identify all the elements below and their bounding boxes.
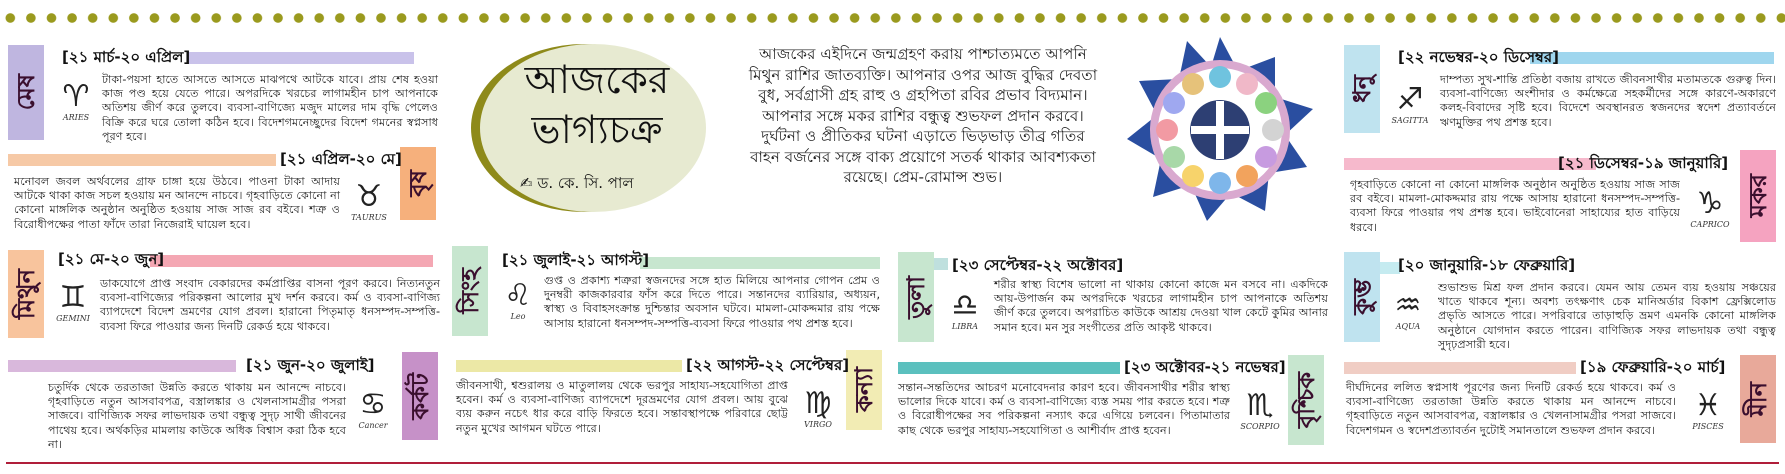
- accent-bar: [8, 360, 236, 372]
- date-range: [২১ এপ্রিল-২০ মে]: [280, 150, 402, 168]
- date-range: [১৯ ফেব্রুয়ারি-২০ মার্চ]: [1580, 358, 1726, 376]
- leo-icon: ♌ Leo: [504, 277, 532, 321]
- accent-bar: [456, 360, 682, 372]
- accent-bar: [1344, 362, 1576, 374]
- horoscope-text: গুপ্ত ও প্রকাশ্য শত্রুরা স্বজনদের সঙ্গে হাত মিলিয়ে আপনার গোপন প্রেম ও দুনম্বরী কাজকারবার ফাঁস করে দিতে পারে। সন্তানদের ব্যারিয়ার, অধ্যয়ন, স্বাস্থ্য ও বিবাহসংক্রান্ত দুশ্চিন্তার অবসান ঘটবে। মামলা-মোকদ্দমার রায় পক্ষে আসায় হারানো ধনসম্পদ-সম্পত্তি-ব্যবসা ফিরে পাওয়ার পথ প্রশস্ত হবে।: [544, 274, 880, 330]
- accent-bar: [1380, 262, 1400, 274]
- bottom-rule: [6, 462, 1779, 464]
- date-range: [২২ নভেম্বর-২০ ডিসেম্বর]: [1398, 48, 1559, 66]
- gemini-icon: ♊ GEMINI: [56, 279, 90, 323]
- pisces-icon: ♓ PISCES: [1692, 387, 1724, 431]
- capricorn-icon: ♑ CAPRICO: [1690, 185, 1730, 229]
- sign-tab-brishchik: [1288, 355, 1324, 445]
- accent-bar: [1530, 52, 1774, 64]
- sign-tab-meen: [1740, 355, 1776, 443]
- sign-tab-mithun: [8, 250, 44, 338]
- dotted-border: [0, 10, 1785, 26]
- author-byline: ✍ ড. কে. সি. পাল: [520, 174, 634, 192]
- horoscope-text: টাকা-পয়সা হাতে আসতে আসতে মাঝপথে আটকে যাবে। প্রায় শেষ হওয়া কাজ পণ্ড হয়ে যেতে পারে। অপরদিকে খরচের লাগামহীন চাপ আপনাকে অতিশয় জীর্ণ করে তুলবে। ব্যবসা-বাণিজ্যে মজুদ মালের দাম বৃদ্ধি পেলেও বিক্রি করে ঘরে তোলা কঠিন হবে। বিদেশগমনেচ্ছুদের বিদেশ গমনের স্বপ্নসাধ পূরণ হবে।: [102, 73, 438, 143]
- sign-name: মীন: [1744, 381, 1772, 417]
- date-range: [২১ মার্চ-২০ এপ্রিল]: [62, 48, 191, 66]
- accent-bar: [8, 154, 276, 166]
- sign-tab-dhanu: [1344, 45, 1380, 133]
- accent-bar: [640, 257, 880, 269]
- page-title: আজকের ভাগ্যচক্র: [524, 58, 670, 153]
- horoscope-text: শুভাশুভ মিশ্র ফল প্রদান করবে। যেমন আয় তেমন ব্যয় হওয়ায় সঞ্চয়ের খাতে থাকবে শূন্য। অবশ্য তৎক্ষণাৎ চেক মানিঅর্ডার বিকাশ ফ্রেক্সিলোড প্রভৃতি আসতে পারে। সপরিবারে তাড়াহুড়ি ভ্রমণ এমনকি কোনো মাঙ্গলিক অনুষ্ঠানে যোগদান করতে পারেন। বাণিজ্যিক সফর লাভদায়ক তথা বন্ধুত্ব সুদৃঢ়প্রসারী হবে।: [1438, 281, 1776, 351]
- sign-name: কর্কট: [406, 372, 434, 420]
- date-range: [২১ জুলাই-২১ আগস্ট]: [502, 251, 650, 269]
- date-range: [২১ ডিসেম্বর-১৯ জানুয়ারি]: [1558, 154, 1729, 172]
- aries-icon: ♈ ARIES: [62, 78, 90, 122]
- horoscope-text: গৃহবাড়িতে কোনো না কোনো মাঙ্গলিক অনুষ্ঠান অনুষ্ঠিত হওয়ায় সাজ সাজ রব বইবে। মামলা-মোকদ্দমার রায় পক্ষে আসায় হারানো ধনসম্পদ-সম্পত্তি-ব্যবসা ফিরে পাওয়ার পথ প্রশস্ত হবে। ভাইবোনেরা সাহায্যের হাত বাড়িয়ে ধরবে।: [1350, 178, 1680, 234]
- sign-tab-kumbha: [1344, 252, 1380, 342]
- sign-name: সিংহ: [456, 268, 484, 314]
- sign-name: মেষ: [12, 74, 40, 111]
- sign-tab-kanya: [846, 350, 882, 430]
- zodiac-wheel-icon: [1125, 35, 1315, 225]
- sign-name: ধনু: [1348, 75, 1376, 103]
- libra-icon: ♎ LIBRA: [951, 287, 979, 331]
- date-range: [২৩ সেপ্টেম্বর-২২ অক্টোবর]: [952, 256, 1124, 274]
- date-range: [২১ মে-২০ জুন]: [58, 250, 165, 268]
- accent-bar: [898, 362, 1120, 374]
- horoscope-text: চতুর্দিক থেকে তরতাজা উন্নতি করতে থাকায় মন আনন্দে নাচবে। গৃহবাড়িতে নতুন আসবাবপত্র, বস্ত্রালঙ্কার ও খেলনাসামগ্রীর পসরা সাজবে। বাণিজ্যিক সফর লাভদায়ক তথা বন্ধুত্ব সুদৃঢ় সাথী জীবনের পাথেয় হবে। অর্থকড়ির মামলায় কাউকে অধিক বিশ্বাস করা ঠিক হবে না।: [48, 381, 346, 451]
- aquarius-icon: ♒ AQUA: [1394, 287, 1422, 331]
- horoscope-text: দাম্পত্য সুখ-শান্তি প্রতিষ্ঠা বজায় রাখতে জীবনসাথীর মতামতকে গুরুত্ব দিন। ব্যবসা-বাণিজ্যে অংশীদার ও কর্মক্ষেত্রে সহকর্মীদের সঙ্গে কারণে-অকারণে কলহ-বিবাদের সৃষ্টি হবে। বিদেশে অবস্থানরত স্বজনদের স্বদেশ প্রত্যাবর্তনে ঋণমুক্তির পথ প্রশস্ত হবে।: [1440, 73, 1776, 129]
- sign-tab-singha: [452, 246, 488, 336]
- intro-paragraph: আজকের এইদিনে জন্মগ্রহণ করায় পাশ্চাত্যমতে আপনি মিথুন রাশির জাতব্যক্তি। আপনার ওপর আজ বুদ্ধির দেবতা বুধ, সর্বগ্রাসী গ্রহ রাহু ও গ্রহপিতা রবির প্রভাব বিদ্যমান। আপনার সঙ্গে মকর রাশির বন্ধুত্ব শুভফল প্রদান করবে। দুর্ঘটনা ও প্রীতিকর ঘটনা এড়াতে ভিড়ভাড় তীব্র গতির বাহন বর্জনের সঙ্গে বাক্য প্রয়োগে সতর্ক থাকার আবশ্যকতা রয়েছে। প্রেম-রোমান্স শুভ।: [748, 45, 1098, 186]
- cancer-icon: ♋ Cancer: [358, 386, 388, 430]
- sign-tab-mesh: [8, 45, 44, 140]
- sign-name: বৃশ্চিক: [1292, 371, 1320, 429]
- sign-name: কুম্ভ: [1348, 279, 1376, 315]
- sign-tab-karkat: [402, 352, 438, 440]
- sign-name: মিথুন: [12, 268, 40, 320]
- accent-bar: [188, 52, 414, 64]
- horoscope-text: দীর্ঘদিনের ললিত স্বপ্নসাধ পূরণের জন্য দিনটি রেকর্ড হয়ে থাকবে। কর্ম ও ব্যবসা-বাণিজ্যে তরতাজা উন্নতি করতে থাকায় মন আনন্দে নাচবে। গৃহবাড়িতে নতুন আসবাবপত্র, বস্ত্রালঙ্কার ও খেলনাসামগ্রীর পসরা সাজবে। বিদেশগমন ও স্বদেশপ্রত্যাবর্তন দুটোই সমানতালে শুভফল প্রদান করবে।: [1346, 381, 1676, 437]
- sign-tab-brish: [400, 147, 436, 220]
- horoscope-text: ডাকযোগে প্রাপ্ত সংবাদ বেকারদের কর্মপ্রাপ্তির বাসনা পূরণ করবে। নিত্যনতুন ব্যবসা-বাণিজ্যের পরিকল্পনা আলোর মুখ দর্শন করবে। কর্ম ও ব্যবসা-বাণিজ্য ব্যাপদেশে বিদেশ ভ্রমণের যোগ প্রবল। হারানো পিতৃমাতৃ ধনসম্পদ-সম্পত্তি-ব্যবসা ফিরে পাওয়ার জন্য দিনটি রেকর্ড হয়ে থাকবে।: [100, 277, 440, 333]
- virgo-icon: ♍ VIRGO: [804, 385, 832, 429]
- accent-bar: [150, 255, 433, 267]
- sign-name: তুলা: [902, 275, 930, 319]
- date-range: [২০ জানুয়ারি-১৮ ফেব্রুয়ারি]: [1398, 256, 1576, 274]
- horoscope-text: শরীর স্বাস্থ্য বিশেষ ভালো না থাকায় কোনো কাজে মন বসবে না। একদিকে আয়-উপার্জন কম অপরদিকে খরচের লাগামহীন চাপ আপনাকে অতিশয় জীর্ণ করে তুলবে। অপরাচিত কাউকে আশ্রয় দেওয়া খাল কেটে কুমির আনার সমান হবে। মন সুর সংগীতের প্রতি আকৃষ্ট থাকবে।: [994, 278, 1328, 334]
- sign-tab-makar: [1740, 150, 1776, 242]
- sign-name: বৃষ: [404, 170, 432, 197]
- date-range: [২১ জুন-২০ জুলাই]: [246, 356, 375, 374]
- pen-nib-icon: ✍: [520, 174, 533, 192]
- sign-name: মকর: [1744, 174, 1772, 218]
- taurus-icon: ♉ TAURUS: [351, 178, 387, 222]
- horoscope-text: সন্তান-সন্ততিদের আচরণ মনোবেদনার কারণ হবে। জীবনসাথীর শরীর স্বাস্থ্য ভালোর দিকে যাবে। কর্ম ও ব্যবসা-বাণিজ্যে ব্যস্ত সময় পার করতে হবে। শত্রু ও বিরোধীপক্ষের সব পরিকল্পনা নস্যাৎ করে এগিয়ে চলবেন। পিতামাতার কাছ থেকে ভরপুর সাহায্য-সহযোগিতা ও আশীর্বাদ প্রাপ্ত হবেন।: [898, 381, 1230, 437]
- date-range: [২২ আগস্ট-২২ সেপ্টেম্বর]: [686, 356, 850, 374]
- horoscope-text: মনোবল জবল অর্থবলের গ্রাফ চাঙ্গা হয়ে উঠবে। পাওনা টাকা আদায় আটকে থাকা কাজ সচল হওয়ায় মন আনন্দে নাচবে। গৃহবাড়িতে কোনো না কোনো মাঙ্গলিক অনুষ্ঠান অনুষ্ঠিত হওয়ায় সাজ সাজ রব বইবে। শত্রু ও বিরোধীপক্ষের পাতা ফাঁদে তারা নিজেরাই ঘায়েল হবে।: [14, 175, 340, 231]
- sign-tab-tula: [898, 252, 934, 342]
- scorpio-icon: ♏ SCORPIO: [1240, 387, 1280, 431]
- date-range: [২৩ অক্টোবর-২১ নভেম্বর]: [1124, 358, 1286, 376]
- horoscope-text: জীবনসাথী, শ্বশুরালয় ও মাতুলালয় থেকে ভরপুর সাহায্য-সহযোগিতা প্রাপ্ত হবেন। কর্ম ও ব্যবসা-বাণিজ্য ব্যাপদেশে দূরভ্রমণের যোগ প্রবল। আয় বুঝে ব্যয় করুন নচেৎ ধার করে বাড়ি ফিরতে হবে। সন্তাবস্থাপক্ষে পরিবারে ছোট্ট নতুন মুখের আগমন ঘটতে পারে।: [456, 379, 788, 435]
- sign-name: কন্যা: [850, 367, 878, 413]
- sagittarius-icon: ♐ SAGITTA: [1391, 81, 1429, 125]
